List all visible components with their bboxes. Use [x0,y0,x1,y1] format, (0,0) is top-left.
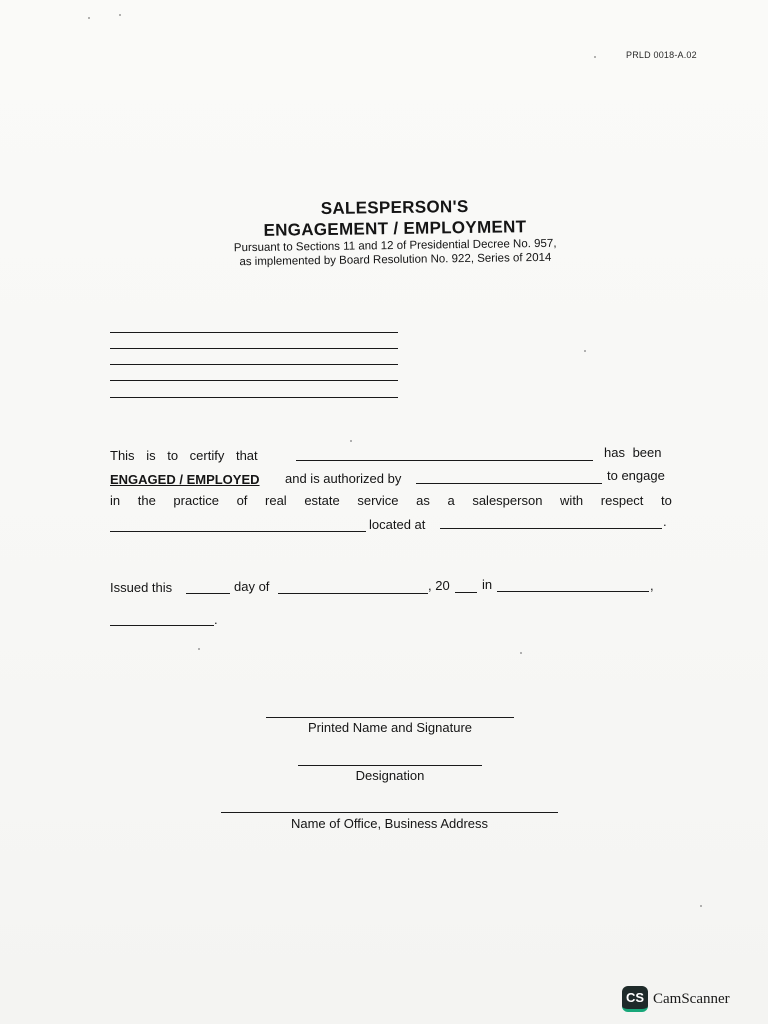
designation-label: Designation [355,768,425,783]
scan-speck [594,56,596,58]
signature-line[interactable] [266,717,514,718]
scan-speck [88,17,90,19]
issued-year-field[interactable] [455,592,477,593]
issued-place-continued-field[interactable] [110,625,214,626]
engaged-employed-text: ENGAGED / EMPLOYED [110,472,260,487]
year-prefix-text: , 20 [428,578,450,593]
to-engage-text: to engage [607,468,665,483]
scan-speck [520,652,522,654]
office-address-line[interactable] [221,812,558,813]
address-line[interactable] [110,397,398,398]
authorized-by-field[interactable] [416,483,602,484]
issued-day-field[interactable] [186,593,230,594]
designation-line[interactable] [298,765,482,766]
authorized-by-text: and is authorized by [285,471,402,486]
certify-text: This is to certify that [110,448,258,463]
day-of-text: day of [234,579,270,594]
title-block [180,195,611,270]
issued-month-field[interactable] [278,593,428,594]
form-code: PRLD 0018-A.02 [626,50,697,60]
in-text: in [482,577,493,592]
practice-text: in the practice of real estate service as a salesperson with respect to [110,493,672,508]
camscanner-name: CamScanner [653,990,730,1007]
printed-name-label: Printed Name and Signature [307,720,473,735]
subtitle-line-2: as implemented by Board Resolution No. 922, Series of 2014 [239,251,552,269]
scan-speck [198,648,200,650]
period-mark: . [214,612,218,627]
address-line[interactable] [110,348,398,349]
scan-speck [584,350,586,352]
issued-this-text: Issued this [110,580,173,595]
comma-mark: , [650,578,654,593]
address-line[interactable] [110,380,398,381]
scan-speck [119,14,121,16]
located-at-text: located at [369,517,426,532]
address-line[interactable] [110,364,398,365]
address-line[interactable] [110,332,398,333]
title-line-2: ENGAGEMENT / EMPLOYMENT [263,217,527,240]
location-field[interactable] [440,528,662,529]
salesperson-name-field[interactable] [296,460,593,461]
issued-place-field[interactable] [497,591,649,592]
subtitle-line-1: Pursuant to Sections 11 and 12 of Presidential Decree No. 957, [233,237,557,255]
period-mark: . [663,514,667,529]
camscanner-logo-icon: CS [622,986,648,1012]
office-address-label: Name of Office, Business Address [290,816,489,831]
project-field[interactable] [110,531,366,532]
camscanner-watermark [622,986,730,1012]
has-been-text: has been [604,445,662,460]
title-line-1: SALESPERSON'S [320,196,469,219]
scan-speck [700,905,702,907]
scan-speck [350,440,352,442]
